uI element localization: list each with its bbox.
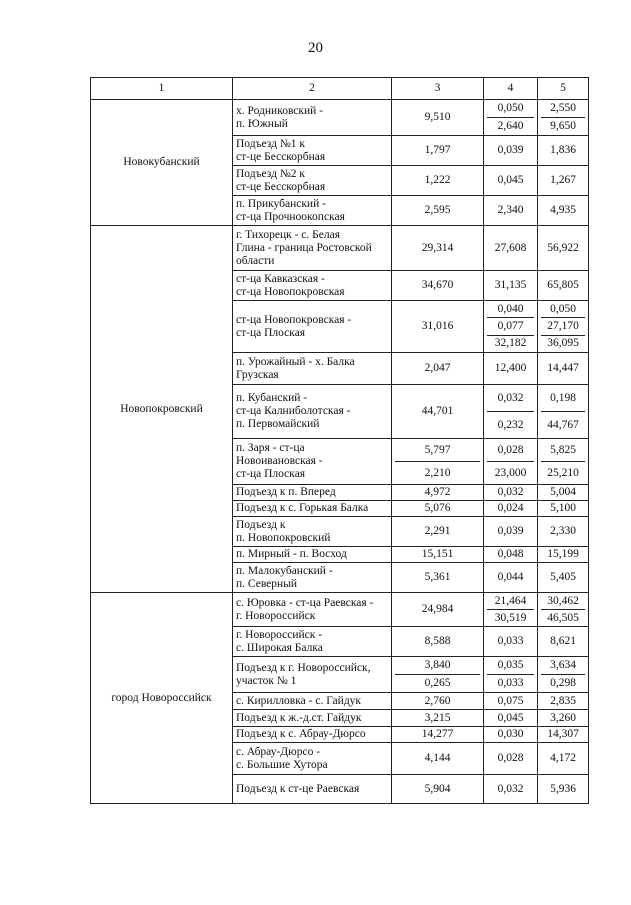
road-name-line: п. Северный [236, 577, 298, 590]
end-km-cell-part: 2,835 [550, 694, 576, 707]
road-name-line: п. Новопокровский [236, 531, 331, 544]
header-cell-2: 2 [233, 78, 392, 100]
end-km-cell [538, 693, 589, 710]
road-name-line: ст-ца Прочноокопская [236, 210, 345, 223]
road-name-cell [233, 563, 392, 593]
end-km-cell-part: 14,447 [547, 362, 579, 374]
start-km-cell [484, 743, 538, 775]
road-name-cell [233, 593, 392, 627]
header-cell-1: 1 [91, 78, 233, 100]
district-cell: город Новороссийск [91, 593, 233, 804]
start-km-cell-part: 0,039 [497, 144, 524, 156]
end-km-cell-part: 5,405 [550, 571, 576, 583]
start-km-cell-part: 0,033 [487, 674, 534, 692]
start-km-cell [484, 563, 538, 593]
road-name-cell [233, 775, 392, 804]
end-km-cell [538, 710, 589, 727]
road-name-line: ст-ца Кавказская - [236, 272, 325, 285]
start-km-cell [484, 775, 538, 804]
start-km-cell-part: 2,340 [497, 204, 524, 216]
road-name-cell [233, 196, 392, 226]
start-km-cell [484, 693, 538, 710]
road-name-line: Подъезд к с. Абрау-Дюрсо [236, 728, 366, 740]
road-name-cell [233, 136, 392, 166]
end-km-cell-part: 65,805 [547, 279, 579, 291]
table-row [91, 100, 589, 136]
start-km-cell-part: 0,033 [497, 635, 524, 647]
start-km-cell-part: 0,028 [497, 443, 524, 456]
road-name-line: с. Большие Хутора [236, 758, 328, 771]
road-name-line: Грузская [236, 368, 279, 381]
road-name-line: х. Родниковский - [236, 104, 324, 117]
length-cell: 4,144 [392, 743, 484, 775]
length-cell: 2,047 [392, 353, 484, 385]
header-cell-3: 3 [392, 78, 484, 100]
start-km-cell-part: 0,032 [497, 782, 524, 795]
road-name-line: г. Новороссийск [236, 609, 316, 622]
end-km-cell [538, 501, 589, 517]
start-km-cell-part: 0,040 [497, 302, 524, 315]
length-cell: 9,510 [392, 100, 484, 136]
start-km-cell-part: 31,135 [494, 279, 527, 291]
start-km-cell [484, 385, 538, 439]
end-km-cell-part: 4,935 [550, 204, 576, 216]
start-km-cell-part: 0,035 [497, 659, 524, 671]
end-km-cell-part: 27,170 [541, 317, 585, 334]
road-name-cell [233, 627, 392, 657]
road-table [90, 77, 589, 804]
start-km-cell [484, 627, 538, 657]
table-row [91, 593, 589, 627]
start-km-cell [484, 100, 538, 136]
start-km-cell [484, 501, 538, 517]
length-cell: 24,984 [392, 593, 484, 627]
end-km-cell [538, 196, 589, 226]
end-km-cell [538, 166, 589, 196]
end-km-cell-part: 5,100 [550, 502, 576, 514]
end-km-cell [538, 301, 589, 353]
road-name-line: п. Первомайский [236, 418, 320, 430]
road-name-cell [233, 501, 392, 517]
length-cell [392, 657, 484, 693]
start-km-cell [484, 547, 538, 563]
start-km-cell-part: 0,075 [497, 694, 524, 707]
end-km-cell-part: 0,050 [550, 302, 576, 315]
start-km-cell [484, 166, 538, 196]
start-km-cell-part: 0,030 [497, 728, 524, 740]
end-km-cell-part: 25,210 [541, 461, 585, 484]
start-km-cell-part: 12,400 [494, 362, 527, 374]
end-km-cell-part: 9,650 [541, 117, 585, 135]
end-km-cell [538, 385, 589, 439]
end-km-cell-part: 2,550 [550, 102, 576, 114]
header-cell-4: 4 [484, 78, 538, 100]
start-km-cell [484, 710, 538, 727]
start-km-cell-part: 32,182 [487, 335, 534, 352]
road-name-cell [233, 547, 392, 563]
road-name-line: г. Новороссийск - [236, 628, 323, 641]
road-name-line: Подъезд к ст-це Раевская [236, 782, 360, 795]
end-km-cell [538, 727, 589, 743]
road-name-line: г. Тихорецк - с. Белая [236, 228, 340, 241]
length-cell: 15,151 [392, 547, 484, 563]
end-km-cell-part: 3,260 [550, 711, 576, 724]
end-km-cell-part: 1,267 [550, 174, 576, 186]
start-km-cell-part: 0,039 [497, 525, 524, 537]
district-cell: Новопокровский [91, 226, 233, 593]
road-name-line: Подъезд к [236, 518, 286, 531]
end-km-cell-part: 0,198 [550, 391, 576, 404]
end-km-cell-part: 5,936 [550, 782, 576, 795]
road-name-cell [233, 226, 392, 271]
end-km-cell [538, 775, 589, 804]
length-cell: 29,314 [392, 226, 484, 271]
length-cell: 4,972 [392, 485, 484, 501]
length-cell: 31,016 [392, 301, 484, 353]
road-name-line: п. Урожайный - х. Балка [236, 355, 355, 368]
length-cell: 1,222 [392, 166, 484, 196]
start-km-cell [484, 271, 538, 301]
end-km-cell-part: 1,836 [550, 144, 576, 156]
road-name-line: Подъезд №2 к [236, 167, 306, 180]
end-km-cell-part: 4,172 [550, 752, 576, 764]
road-name-line: ст-ца Плоская [236, 468, 306, 480]
length-cell: 5,904 [392, 775, 484, 804]
end-km-cell [538, 485, 589, 501]
road-name-line: ст-ца Плоская [236, 326, 306, 339]
start-km-cell-part: 0,024 [497, 502, 524, 514]
road-name-line: ст-це Бесскорбная [236, 150, 326, 163]
start-km-cell-part: 2,640 [487, 117, 534, 135]
length-cell: 1,797 [392, 136, 484, 166]
start-km-cell [484, 485, 538, 501]
end-km-cell [538, 657, 589, 693]
table-row [91, 226, 589, 271]
road-name-line: с. Широкая Балка [236, 641, 323, 654]
road-name-cell [233, 385, 392, 439]
end-km-cell [538, 100, 589, 136]
start-km-cell-part: 21,464 [494, 594, 527, 607]
end-km-cell-part: 2,330 [550, 525, 576, 537]
end-km-cell-part: 14,307 [547, 728, 579, 740]
road-name-cell [233, 517, 392, 547]
header-row [91, 78, 589, 100]
end-km-cell-part: 46,505 [541, 609, 585, 626]
road-name-line: ст-ца Калниболотская - [236, 405, 351, 417]
district-cell: Новокубанский [91, 100, 233, 226]
start-km-cell-part: 0,028 [497, 752, 524, 764]
road-name-line: ст-ца Новопокровская - [236, 313, 352, 326]
road-name-line: п. Прикубанский - [236, 197, 326, 210]
road-name-line: с. Кирилловка - с. Гайдук [236, 694, 362, 707]
start-km-cell-part: 0,232 [487, 411, 534, 438]
end-km-cell [538, 353, 589, 385]
length-cell-part: 0,265 [395, 674, 480, 692]
length-cell: 44,701 [392, 385, 484, 439]
end-km-cell-part: 30,462 [547, 594, 579, 607]
road-name-line: Подъезд к п. Вперед [236, 486, 336, 498]
road-name-cell [233, 271, 392, 301]
road-name-line: ст-це Бесскорбная [236, 180, 326, 193]
length-cell: 5,076 [392, 501, 484, 517]
start-km-cell-part: 23,000 [487, 461, 534, 484]
length-cell: 3,215 [392, 710, 484, 727]
length-cell-part: 5,797 [424, 443, 451, 456]
start-km-cell [484, 196, 538, 226]
length-cell: 34,670 [392, 271, 484, 301]
start-km-cell [484, 439, 538, 485]
road-name-line: Подъезд №1 к [236, 137, 306, 150]
length-cell: 5,361 [392, 563, 484, 593]
end-km-cell [538, 439, 589, 485]
road-name-line: п. Южный [236, 117, 288, 130]
header-cell-5: 5 [538, 78, 589, 100]
start-km-cell [484, 226, 538, 271]
end-km-cell-part: 8,621 [550, 635, 576, 647]
end-km-cell-part: 0,298 [541, 674, 585, 692]
road-name-cell [233, 485, 392, 501]
end-km-cell [538, 517, 589, 547]
length-cell-part: 3,840 [424, 659, 451, 671]
start-km-cell [484, 136, 538, 166]
road-name-cell [233, 100, 392, 136]
start-km-cell [484, 593, 538, 627]
start-km-cell-part: 0,032 [497, 391, 524, 404]
end-km-cell [538, 226, 589, 271]
page-number: 20 [308, 40, 323, 56]
length-cell: 14,277 [392, 727, 484, 743]
end-km-cell [538, 627, 589, 657]
road-name-line: области [236, 254, 275, 267]
start-km-cell [484, 301, 538, 353]
road-name-line: п. Малокубанский - [236, 564, 333, 577]
end-km-cell-part: 36,095 [541, 335, 585, 352]
road-name-line: п. Кубанский - [236, 392, 308, 404]
start-km-cell-part: 0,045 [497, 174, 524, 186]
road-name-line: Подъезд к г. Новороссийск, [236, 661, 371, 674]
length-cell [392, 439, 484, 485]
start-km-cell [484, 727, 538, 743]
length-cell: 2,595 [392, 196, 484, 226]
road-name-line: п. Мирный - п. Восход [236, 548, 347, 560]
road-name-cell [233, 743, 392, 775]
length-cell: 2,291 [392, 517, 484, 547]
road-name-cell [233, 301, 392, 353]
road-name-cell [233, 353, 392, 385]
road-name-line: Подъезд к с. Горькая Балка [236, 502, 369, 514]
road-name-cell [233, 727, 392, 743]
length-cell: 2,760 [392, 693, 484, 710]
start-km-cell [484, 353, 538, 385]
end-km-cell-part: 15,199 [547, 548, 579, 560]
start-km-cell-part: 0,044 [497, 571, 524, 583]
start-km-cell-part: 0,032 [497, 486, 524, 498]
road-name-line: участок № 1 [236, 674, 297, 687]
start-km-cell [484, 517, 538, 547]
end-km-cell [538, 136, 589, 166]
start-km-cell-part: 30,519 [487, 609, 534, 626]
road-name-line: Новоивановская - [236, 455, 323, 467]
road-name-cell [233, 693, 392, 710]
start-km-cell-part: 27,608 [494, 241, 527, 254]
end-km-cell-part: 5,825 [550, 443, 576, 456]
end-km-cell-part: 5,004 [550, 486, 576, 498]
start-km-cell-part: 0,050 [497, 102, 524, 114]
end-km-cell-part: 56,922 [547, 241, 579, 254]
end-km-cell [538, 593, 589, 627]
start-km-cell [484, 657, 538, 693]
road-name-cell [233, 710, 392, 727]
road-name-line: ст-ца Новопокровская [236, 285, 345, 298]
road-name-line: Подъезд к ж.-д.ст. Гайдук [236, 711, 362, 724]
road-name-cell [233, 439, 392, 485]
end-km-cell [538, 271, 589, 301]
length-cell: 8,588 [392, 627, 484, 657]
end-km-cell-part: 44,767 [541, 411, 585, 438]
road-name-line: Глина - граница Ростовской [236, 241, 372, 254]
end-km-cell [538, 743, 589, 775]
start-km-cell-part: 0,077 [487, 317, 534, 334]
road-name-cell [233, 657, 392, 693]
road-name-line: п. Заря - ст-ца [236, 442, 305, 454]
length-cell-part: 2,210 [395, 461, 480, 484]
road-name-line: с. Абрау-Дюрсо - [236, 745, 321, 758]
end-km-cell-part: 3,634 [550, 659, 576, 671]
end-km-cell [538, 563, 589, 593]
end-km-cell [538, 547, 589, 563]
start-km-cell-part: 0,048 [497, 548, 524, 560]
road-name-cell [233, 166, 392, 196]
road-name-line: с. Юровка - ст-ца Раевская - [236, 596, 374, 609]
start-km-cell-part: 0,045 [497, 711, 524, 724]
